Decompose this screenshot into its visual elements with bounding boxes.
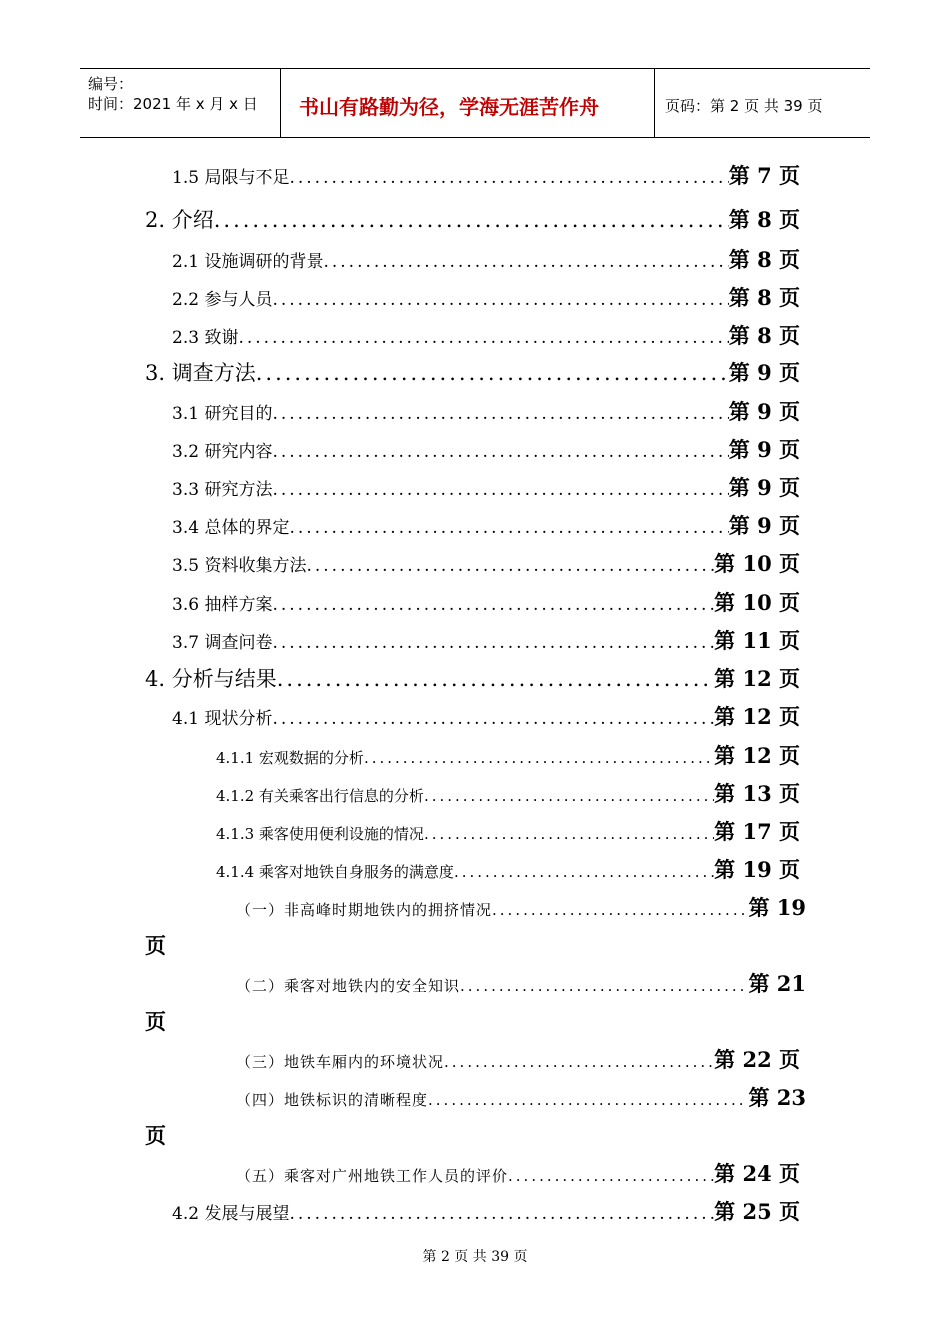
toc-title: 3.6 抽样方案 xyxy=(172,595,273,615)
toc-page: 第 13 页 xyxy=(714,781,800,806)
toc-leader xyxy=(289,168,728,188)
toc-page: 第 8 页 xyxy=(728,323,800,348)
toc-page-wrap: 页 xyxy=(145,1123,166,1148)
toc-leader xyxy=(460,977,748,995)
toc-entry xyxy=(172,472,800,502)
toc-entry xyxy=(172,396,800,426)
toc-leader xyxy=(454,863,714,881)
toc-title: 3.3 研究方法 xyxy=(172,480,273,500)
toc-leader xyxy=(238,328,728,348)
toc-page: 第 9 页 xyxy=(728,399,800,424)
toc-entry xyxy=(172,587,800,617)
toc-leader xyxy=(272,480,728,500)
toc-page: 第 25 页 xyxy=(714,1199,800,1224)
toc-entry xyxy=(145,204,800,234)
date-label: 时间：2021 年 x 月 x 日 xyxy=(88,95,258,113)
toc-page-wrap: 页 xyxy=(145,1009,166,1034)
toc-title: （四）地铁标识的清晰程度 xyxy=(236,1091,429,1109)
toc-page: 第 17 页 xyxy=(714,819,800,844)
toc-title: 3. 调查方法 xyxy=(145,361,256,385)
toc-page: 第 23 xyxy=(748,1085,806,1110)
toc-leader xyxy=(424,787,714,805)
toc-title: 4. 分析与结果 xyxy=(145,667,277,691)
toc-entry xyxy=(216,816,800,846)
toc-leader xyxy=(256,361,729,385)
toc-page: 第 9 页 xyxy=(728,437,800,462)
toc-title: 4.1.3 乘客使用便利设施的情况 xyxy=(216,825,424,843)
toc-page: 第 12 页 xyxy=(714,743,800,768)
toc-leader xyxy=(272,404,728,424)
toc-entry xyxy=(236,1082,806,1112)
toc-entry xyxy=(172,160,800,190)
toc-entry xyxy=(145,663,800,693)
toc-page: 第 24 页 xyxy=(714,1161,800,1186)
toc-leader xyxy=(277,667,714,691)
toc-entry xyxy=(172,434,800,464)
toc-title: 4.1 现状分析 xyxy=(172,709,273,729)
page-footer: 第 2 页 共 39 页 xyxy=(422,1249,528,1265)
toc-leader xyxy=(428,1091,748,1109)
toc-leader xyxy=(492,901,748,919)
motto: 书山有路勤为径，学海无涯苦作舟 xyxy=(299,95,599,119)
toc-page: 第 11 页 xyxy=(714,628,800,653)
toc-entry xyxy=(172,244,800,274)
toc-page: 第 9 页 xyxy=(728,475,800,500)
toc-leader xyxy=(272,709,714,729)
toc-title: 4.2 发展与展望 xyxy=(172,1204,290,1224)
toc-page: 第 19 xyxy=(748,895,806,920)
toc-entry xyxy=(236,1044,800,1074)
header-page-label: 页码：第 2 页 共 39 页 xyxy=(665,97,823,115)
toc-title: （二）乘客对地铁内的安全知识 xyxy=(236,977,461,995)
toc-leader xyxy=(272,633,714,653)
toc-leader xyxy=(289,518,728,538)
toc-entry xyxy=(172,282,800,312)
toc-title: 3.1 研究目的 xyxy=(172,404,273,424)
toc-page: 第 10 页 xyxy=(714,590,800,615)
toc-page: 第 22 页 xyxy=(714,1047,800,1072)
toc-entry xyxy=(172,320,800,350)
toc-page: 第 12 页 xyxy=(714,704,800,729)
toc-entry xyxy=(236,1158,800,1188)
toc-page: 第 9 页 xyxy=(728,360,800,385)
toc-leader xyxy=(424,825,714,843)
toc-title: 2.1 设施调研的背景 xyxy=(172,252,324,272)
toc-page: 第 8 页 xyxy=(728,207,800,232)
toc-page: 第 10 页 xyxy=(714,551,800,576)
toc-page: 第 8 页 xyxy=(728,247,800,272)
toc-title: 3.7 调查问卷 xyxy=(172,633,273,653)
toc-title: （一）非高峰时期地铁内的拥挤情况 xyxy=(236,901,493,919)
toc-entry xyxy=(172,625,800,655)
toc-entry xyxy=(236,968,806,998)
toc-entry xyxy=(172,548,800,578)
toc-leader xyxy=(289,1204,714,1224)
header-page-cell xyxy=(655,69,870,137)
code-label: 编号： xyxy=(88,75,134,93)
toc-title: 3.4 总体的界定 xyxy=(172,518,290,538)
toc-entry xyxy=(172,701,800,731)
toc-entry xyxy=(172,1196,800,1226)
toc-leader xyxy=(272,595,714,615)
toc-leader xyxy=(214,208,729,232)
toc-title: （三）地铁车厢内的环境状况 xyxy=(236,1053,445,1071)
toc-title: 2.3 致谢 xyxy=(172,328,239,348)
toc-page: 第 21 xyxy=(748,971,806,996)
toc-leader xyxy=(508,1167,714,1185)
toc-entry xyxy=(216,778,800,808)
page-header xyxy=(80,68,870,138)
toc-entry xyxy=(216,854,800,884)
header-meta xyxy=(80,69,281,137)
toc-title: 1.5 局限与不足 xyxy=(172,168,290,188)
toc-page: 第 19 页 xyxy=(714,857,800,882)
toc-title: 4.1.1 宏观数据的分析 xyxy=(216,749,364,767)
toc-title: 2.2 参与人员 xyxy=(172,290,273,310)
toc-page: 第 8 页 xyxy=(728,285,800,310)
toc-leader xyxy=(364,749,714,767)
header-motto-cell xyxy=(281,69,655,137)
toc-page: 第 9 页 xyxy=(728,513,800,538)
toc-page: 第 12 页 xyxy=(714,666,800,691)
toc-leader xyxy=(272,290,728,310)
toc-title: （五）乘客对广州地铁工作人员的评价 xyxy=(236,1167,509,1185)
toc-leader xyxy=(444,1053,714,1071)
toc-title: 4.1.2 有关乘客出行信息的分析 xyxy=(216,787,424,805)
toc-page-wrap: 页 xyxy=(145,933,166,958)
toc-entry xyxy=(172,510,800,540)
toc-entry xyxy=(145,357,800,387)
toc-entry xyxy=(216,740,800,770)
toc-title: 3.5 资料收集方法 xyxy=(172,556,307,576)
toc-page: 第 7 页 xyxy=(728,163,800,188)
toc-title: 3.2 研究内容 xyxy=(172,442,273,462)
toc-title: 4.1.4 乘客对地铁自身服务的满意度 xyxy=(216,863,454,881)
toc-leader xyxy=(272,442,728,462)
toc-leader xyxy=(323,252,728,272)
toc-entry xyxy=(236,892,806,922)
toc-leader xyxy=(306,556,714,576)
toc-title: 2. 介绍 xyxy=(145,208,214,232)
